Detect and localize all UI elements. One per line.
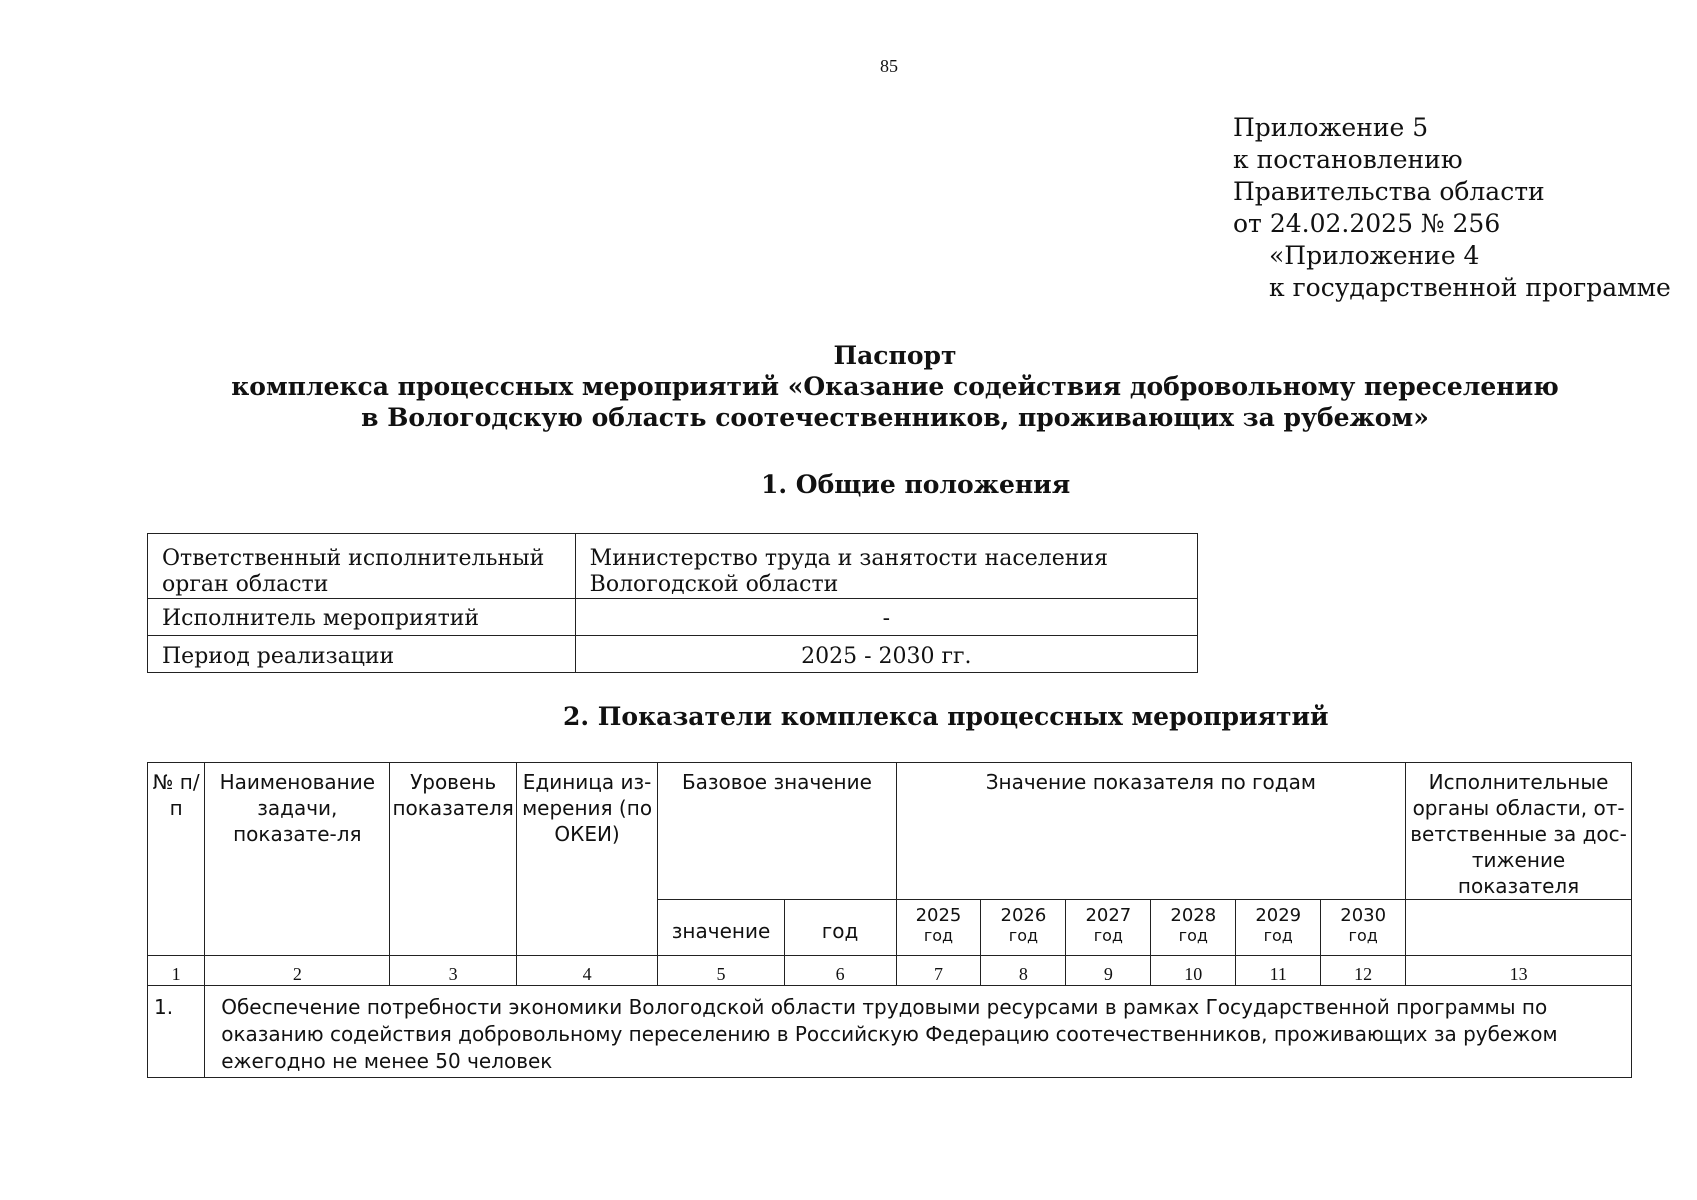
header-year [896,900,981,956]
header-level: Уровень показателя [390,763,516,956]
column-number: 7 [896,956,981,986]
task-number: 1. [148,986,205,1078]
row-label: Ответственный исполнительный орган области [148,534,576,599]
appendix-line: Правительства области [1233,177,1545,206]
column-number: 6 [784,956,896,986]
general-info-table [147,533,1198,673]
row-value: Министерство труда и занятости населения Вологодской области [575,534,1197,599]
section1-title: 1. Общие положения [761,470,1071,499]
column-number: 13 [1406,956,1632,986]
column-number: 9 [1066,956,1151,986]
header-name: Наименование задачи, показате-ля [205,763,390,956]
header-num: № п/п [148,763,205,956]
indicators-table [147,762,1632,1078]
year-label: 2026 [1000,905,1047,926]
header-base-year: год [784,900,896,956]
year-label: 2029 [1255,905,1302,926]
appendix-line: от 24.02.2025 № 256 [1233,209,1501,238]
year-label: 2025 [915,905,962,926]
title-line: Паспорт [833,341,957,370]
appendix-line: к постановлению [1233,145,1463,174]
column-number: 3 [390,956,516,986]
title-line: комплекса процессных мероприятий «Оказание содействия добровольному переселению [231,372,1559,401]
year-suffix: год [1093,926,1123,945]
year-suffix: год [1178,926,1208,945]
task-text: Обеспечение потребности экономики Вологодской области трудовыми ресурсами в рамках Государственной программы по оказанию содействия добровольному переселению в Российскую Федерацию соотечественников, проживающих за рубежом ежегодно не менее 50 человек [205,986,1632,1078]
column-numbers-row [148,956,1632,986]
appendix-line: к государственной программе [1269,273,1671,302]
header-year [1321,900,1406,956]
year-suffix: год [1263,926,1293,945]
header-year [1151,900,1236,956]
column-number: 5 [658,956,784,986]
year-label: 2027 [1085,905,1132,926]
header-year [981,900,1066,956]
title-line: в Вологодскую область соотечественников, проживающих за рубежом» [361,403,1429,432]
column-number: 11 [1236,956,1321,986]
year-label: 2028 [1170,905,1217,926]
appendix-line: Приложение 5 [1233,113,1429,142]
column-number: 10 [1151,956,1236,986]
header-year [1066,900,1151,956]
header-unit: Единица из-мерения (по ОКЕИ) [516,763,658,956]
page-number: 85 [880,56,898,76]
header-base-value: значение [658,900,784,956]
table-row [148,534,1198,599]
column-number: 12 [1321,956,1406,986]
year-suffix: год [923,926,954,945]
header-executors: Исполнительные органы области, от-ветственные за дос-тижение показателя [1406,763,1632,900]
task-row [148,986,1632,1078]
column-number: 2 [205,956,390,986]
header-years-group: Значение показателя по годам [896,763,1406,900]
column-number: 4 [516,956,658,986]
row-label: Период реализации [148,636,576,673]
year-label: 2030 [1340,905,1387,926]
table-row [148,636,1198,673]
column-number: 1 [148,956,205,986]
year-suffix: год [1008,926,1039,945]
row-label: Исполнитель мероприятий [148,599,576,636]
column-number: 8 [981,956,1066,986]
header-base: Базовое значение [658,763,896,900]
row-value: - [575,599,1197,636]
section2-title: 2. Показатели комплекса процессных мероприятий [563,702,1329,731]
header-empty [1406,900,1632,956]
row-value: 2025 - 2030 гг. [575,636,1197,673]
year-suffix: год [1348,926,1378,945]
appendix-note [1233,112,1671,304]
appendix-line: «Приложение 4 [1269,241,1480,270]
table-row [148,599,1198,636]
header-row [148,763,1632,900]
header-year [1236,900,1321,956]
document-title [0,340,1697,433]
